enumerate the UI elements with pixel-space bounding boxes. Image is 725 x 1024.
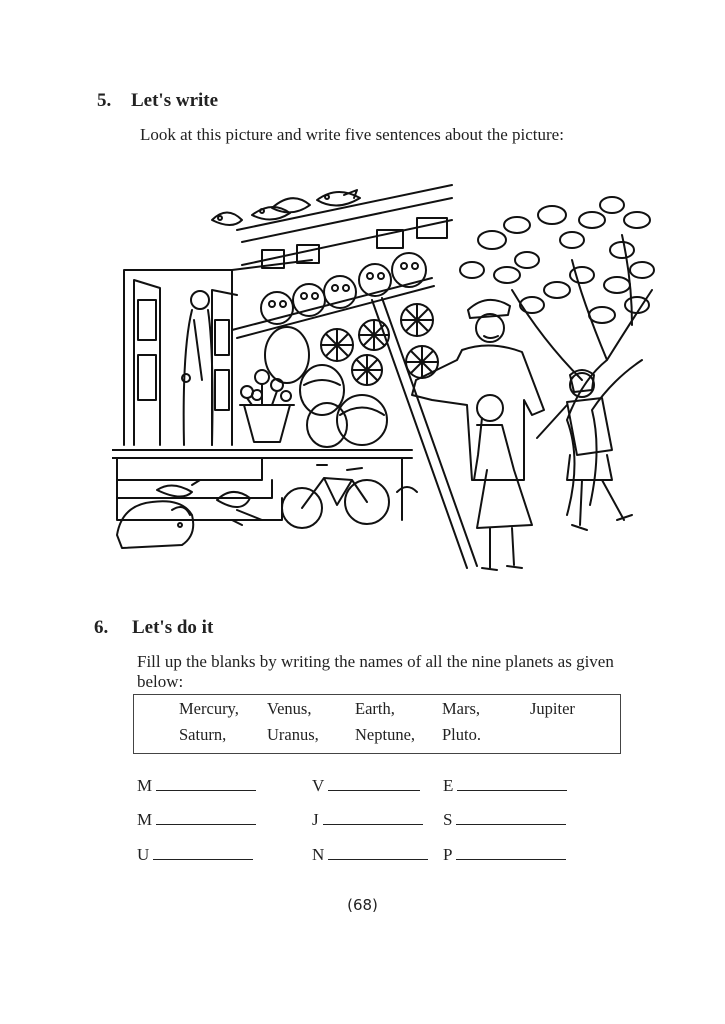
planet-name: Saturn, bbox=[179, 725, 227, 744]
blank-letter: E bbox=[443, 776, 454, 795]
blank-letter: S bbox=[443, 810, 453, 829]
flower-pot-icon bbox=[240, 370, 294, 442]
planet-name: Venus, bbox=[267, 699, 312, 718]
planet-blank[interactable] bbox=[137, 845, 253, 865]
toy-vendor-pole-icon bbox=[232, 220, 477, 568]
page-number: (68) bbox=[347, 896, 378, 914]
section-5-title: Let's write bbox=[131, 90, 219, 111]
planet-name: Uranus, bbox=[267, 725, 319, 744]
tree-icon bbox=[460, 197, 654, 515]
planet-name: Mars, bbox=[442, 699, 481, 718]
section-6-instruction-cont: below: bbox=[137, 672, 184, 691]
blank-letter: N bbox=[312, 845, 325, 864]
blank-letter: M bbox=[137, 776, 153, 795]
planet-blank[interactable] bbox=[137, 810, 256, 830]
blank-letter: U bbox=[137, 845, 150, 864]
blank-letter: V bbox=[312, 776, 325, 795]
section-5-number: 5. bbox=[97, 90, 112, 111]
market-scene-illustration bbox=[112, 180, 657, 575]
planet-blank[interactable] bbox=[443, 845, 566, 865]
grass-tuft bbox=[397, 487, 417, 492]
planet-blank[interactable] bbox=[443, 776, 567, 796]
planet-names-box bbox=[133, 694, 621, 754]
planet-blank[interactable] bbox=[443, 810, 566, 830]
planet-name: Mercury, bbox=[179, 699, 239, 718]
planet-name: Earth, bbox=[355, 699, 395, 718]
section-6-instruction: Fill up the blanks by writing the names of all the nine planets as given bbox=[137, 652, 614, 671]
section-5-instruction: Look at this picture and write five sentences about the picture: bbox=[140, 125, 564, 144]
planet-name: Neptune, bbox=[355, 725, 416, 744]
planet-blank[interactable] bbox=[312, 845, 428, 865]
planet-blank[interactable] bbox=[137, 776, 256, 796]
blank-letter: J bbox=[312, 810, 319, 829]
section-6-title: Let's do it bbox=[132, 617, 214, 638]
planet-blank[interactable] bbox=[312, 810, 423, 830]
blank-letter: P bbox=[443, 845, 453, 864]
planet-name: Jupiter bbox=[530, 699, 575, 718]
boy-child-icon bbox=[537, 370, 632, 530]
planet-blank[interactable] bbox=[312, 776, 420, 796]
section-6-number: 6. bbox=[94, 617, 109, 638]
bicycle-icon bbox=[282, 465, 389, 528]
woman-figure-icon bbox=[182, 291, 213, 445]
planet-name: Pluto. bbox=[442, 725, 481, 744]
dog-icon bbox=[117, 501, 193, 548]
blank-letter: M bbox=[137, 810, 153, 829]
